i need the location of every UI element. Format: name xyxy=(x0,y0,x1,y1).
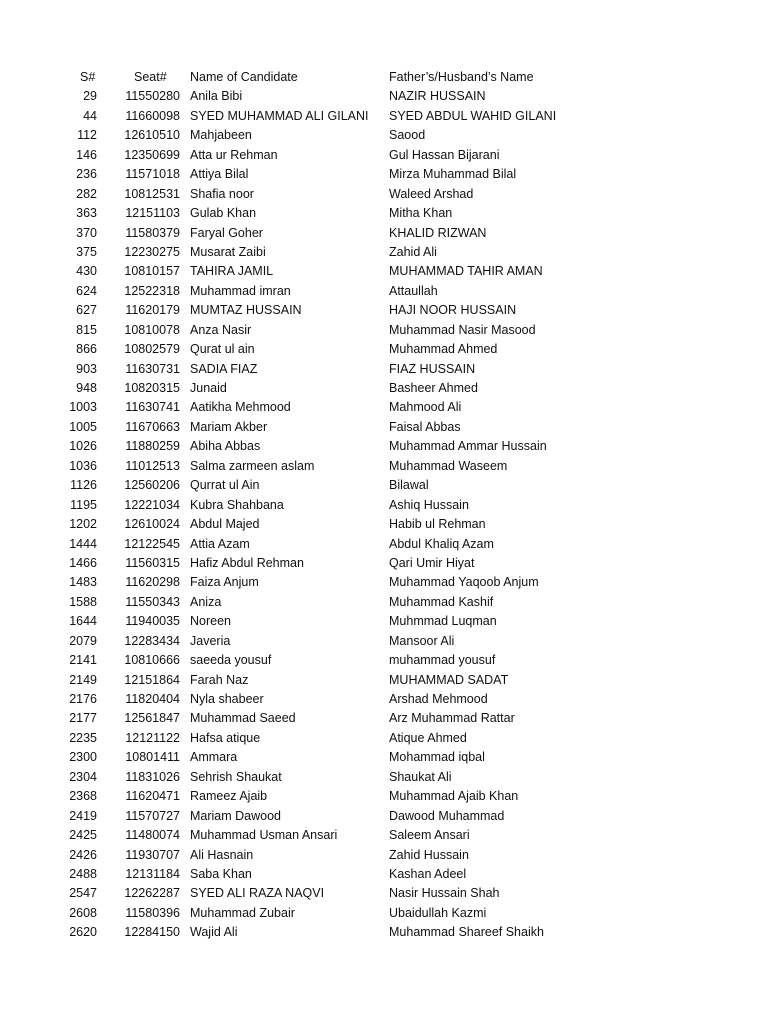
candidate-name-cell: Shafia noor xyxy=(190,186,254,201)
table-row xyxy=(0,787,768,806)
serial-number-cell: 866 xyxy=(76,342,97,357)
seat-number-cell: 10820315 xyxy=(124,381,180,395)
table-row xyxy=(0,301,768,320)
seat-number-cell: 10812531 xyxy=(124,186,180,201)
table-row xyxy=(0,807,768,826)
father-husband-name-cell: FIAZ HUSSAIN xyxy=(389,361,476,376)
candidate-name-cell: Abdul Majed xyxy=(190,517,260,532)
seat-number-cell: 11580379 xyxy=(125,225,180,240)
candidate-name-cell: Wajid Ali xyxy=(190,925,238,940)
seat-number-cell: 11571018 xyxy=(125,167,180,182)
candidate-name-cell: Qurrat ul Ain xyxy=(190,478,260,493)
table-row xyxy=(0,671,768,690)
serial-number-cell: 1466 xyxy=(69,555,97,570)
table-row xyxy=(0,729,768,748)
candidate-name-cell: Muhammad Saeed xyxy=(190,711,296,726)
father-husband-name-cell: Muhammad Waseem xyxy=(389,458,508,473)
father-husband-name-cell: Waleed Arshad xyxy=(389,186,474,201)
father-husband-name-cell: Bilawal xyxy=(389,478,429,493)
table-row xyxy=(0,632,768,651)
candidate-name-cell: Saba Khan xyxy=(190,866,252,881)
serial-number-cell: 430 xyxy=(76,264,97,279)
candidate-table xyxy=(0,68,768,943)
candidate-name-cell: Qurat ul ain xyxy=(190,342,255,357)
father-husband-name-cell: Muhammad Ajaib Khan xyxy=(389,789,519,804)
table-row xyxy=(0,418,768,437)
table-body xyxy=(0,87,768,942)
serial-number-cell: 2608 xyxy=(69,905,97,920)
seat-number-cell: 12151103 xyxy=(125,206,180,221)
table-row xyxy=(0,496,768,515)
father-husband-name-cell: Ubaidullah Kazmi xyxy=(389,905,487,920)
seat-number-cell: 12610510 xyxy=(124,128,180,143)
father-husband-name-cell: Saleem Ansari xyxy=(389,828,470,843)
father-husband-name-cell: NAZIR HUSSAIN xyxy=(389,89,486,104)
table-row xyxy=(0,535,768,554)
candidate-name-cell: Mariam Akber xyxy=(190,419,268,434)
candidate-name-cell: Faiza Anjum xyxy=(190,575,259,590)
seat-number-cell: 11620179 xyxy=(125,303,180,318)
father-husband-name-cell: Mirza Muhammad Bilal xyxy=(389,167,517,182)
seat-number-cell: 11670663 xyxy=(125,419,180,434)
candidate-name-cell: Ali Hasnain xyxy=(190,847,254,862)
table-row xyxy=(0,748,768,767)
serial-number-cell: 2426 xyxy=(69,847,97,862)
serial-number-cell: 2176 xyxy=(69,692,97,706)
father-husband-name-cell: Gul Hassan Bijarani xyxy=(389,147,500,162)
father-husband-name-cell: Mansoor Ali xyxy=(389,633,455,648)
serial-number-cell: 2488 xyxy=(69,866,97,881)
table-row xyxy=(0,224,768,243)
candidate-name-cell: Hafsa atique xyxy=(190,730,261,745)
candidate-name-cell: Kubra Shahbana xyxy=(190,497,284,512)
serial-number-cell: 2079 xyxy=(69,633,97,648)
serial-number-cell: 2368 xyxy=(69,789,97,804)
candidate-name-cell: Muhammad imran xyxy=(190,283,291,298)
seat-number-cell: 12350699 xyxy=(124,147,180,162)
father-husband-name-cell: Arshad Mehmood xyxy=(389,692,488,706)
father-husband-name-cell: Qari Umir Hiyat xyxy=(389,555,475,570)
candidate-name-cell: Javeria xyxy=(190,633,231,648)
father-husband-name-cell: KHALID RIZWAN xyxy=(389,225,487,240)
seat-number-cell: 12262287 xyxy=(124,886,180,901)
seat-number-cell: 10810666 xyxy=(124,653,180,668)
candidate-name-cell: Faryal Goher xyxy=(190,225,263,240)
candidate-name-cell: Muhammad Usman Ansari xyxy=(190,828,338,843)
serial-number-cell: 1005 xyxy=(69,419,97,434)
table-row xyxy=(0,185,768,204)
father-husband-name-cell: Mitha Khan xyxy=(389,206,453,221)
serial-number-cell: 1195 xyxy=(70,497,97,512)
table-row xyxy=(0,379,768,398)
table-row xyxy=(0,398,768,417)
seat-number-cell: 11580396 xyxy=(125,905,180,920)
table-row xyxy=(0,651,768,670)
candidate-name-cell: Attiya Bilal xyxy=(190,167,249,182)
father-husband-name-cell: MUHAMMAD TAHIR AMAN xyxy=(389,264,543,279)
table-row xyxy=(0,865,768,884)
table-row xyxy=(0,709,768,728)
father-husband-name-cell: Muhammad Ammar Hussain xyxy=(389,439,547,454)
serial-number-cell: 2425 xyxy=(69,828,97,843)
serial-number-cell: 1036 xyxy=(69,458,97,473)
seat-number-cell: 12221034 xyxy=(124,497,180,512)
serial-number-cell: 2419 xyxy=(69,808,97,823)
father-husband-name-cell: MUHAMMAD SADAT xyxy=(389,672,509,687)
table-row xyxy=(0,243,768,262)
father-husband-name-cell: Muhammad Yaqoob Anjum xyxy=(389,575,539,590)
father-husband-name-cell: Zahid Ali xyxy=(389,244,437,259)
candidate-name-cell: SYED ALI RAZA NAQVI xyxy=(190,886,325,901)
table-row xyxy=(0,476,768,495)
table-row xyxy=(0,282,768,301)
seat-number-cell: 11880259 xyxy=(125,439,180,454)
serial-number-cell: 624 xyxy=(76,283,97,298)
header-father-husband-name: Father’s/Husband’s Name xyxy=(389,70,534,84)
seat-number-cell: 10801411 xyxy=(125,750,180,765)
candidate-name-cell: SYED MUHAMMAD ALI GILANI xyxy=(190,108,369,123)
candidate-name-cell: Nyla shabeer xyxy=(190,692,264,706)
seat-number-cell: 11480074 xyxy=(125,828,180,843)
father-husband-name-cell: Kashan Adeel xyxy=(389,866,467,881)
candidate-name-cell: saeeda yousuf xyxy=(190,653,272,668)
father-husband-name-cell: Muhammad Ahmed xyxy=(389,342,498,357)
seat-number-cell: 12121122 xyxy=(125,730,180,745)
serial-number-cell: 2620 xyxy=(69,925,97,940)
table-row xyxy=(0,262,768,281)
table-row xyxy=(0,612,768,631)
seat-number-cell: 11660098 xyxy=(125,108,180,123)
serial-number-cell: 146 xyxy=(76,147,97,162)
serial-number-cell: 2304 xyxy=(69,769,97,784)
father-husband-name-cell: Muhammad Nasir Masood xyxy=(389,322,536,337)
header-serial-number: S# xyxy=(80,70,96,84)
candidate-name-cell: Hafiz Abdul Rehman xyxy=(190,555,304,570)
father-husband-name-cell: Muhmmad Luqman xyxy=(389,614,497,629)
seat-number-cell: 11620298 xyxy=(125,575,180,590)
serial-number-cell: 1202 xyxy=(69,517,97,532)
father-husband-name-cell: Zahid Hussain xyxy=(389,847,469,862)
seat-number-cell: 12284150 xyxy=(124,925,180,940)
serial-number-cell: 282 xyxy=(76,186,97,201)
seat-number-cell: 11930707 xyxy=(125,847,180,862)
seat-number-cell: 12122545 xyxy=(124,536,180,551)
candidate-name-cell: Mariam Dawood xyxy=(190,808,282,823)
father-husband-name-cell: Basheer Ahmed xyxy=(389,381,478,395)
serial-number-cell: 1126 xyxy=(70,478,97,493)
seat-number-cell: 10810078 xyxy=(124,322,180,337)
table-row xyxy=(0,846,768,865)
serial-number-cell: 29 xyxy=(83,89,97,104)
table-row xyxy=(0,107,768,126)
serial-number-cell: 627 xyxy=(76,303,97,318)
serial-number-cell: 2149 xyxy=(69,672,97,687)
serial-number-cell: 2141 xyxy=(69,653,97,668)
candidate-name-cell: Musarat Zaibi xyxy=(190,244,266,259)
header-seat-number: Seat# xyxy=(134,70,167,84)
seat-number-cell: 11630731 xyxy=(125,361,180,376)
father-husband-name-cell: SYED ABDUL WAHID GILANI xyxy=(389,108,557,123)
table-row xyxy=(0,87,768,106)
father-husband-name-cell: Muhammad Kashif xyxy=(389,594,494,609)
serial-number-cell: 375 xyxy=(76,244,97,259)
candidate-name-cell: Abiha Abbas xyxy=(190,439,261,454)
table-row xyxy=(0,437,768,456)
seat-number-cell: 11620471 xyxy=(125,789,180,804)
seat-number-cell: 10810157 xyxy=(124,264,180,279)
father-husband-name-cell: Dawood Muhammad xyxy=(389,808,505,823)
seat-number-cell: 11831026 xyxy=(125,769,180,784)
father-husband-name-cell: Saood xyxy=(389,128,426,143)
candidate-name-cell: Anila Bibi xyxy=(190,89,243,104)
table-row xyxy=(0,165,768,184)
table-row xyxy=(0,884,768,903)
candidate-name-cell: Anza Nasir xyxy=(190,322,252,337)
table-header xyxy=(0,68,768,87)
table-row xyxy=(0,923,768,942)
table-row xyxy=(0,146,768,165)
candidate-name-cell: Ammara xyxy=(190,750,238,765)
seat-number-cell: 11630741 xyxy=(125,400,180,415)
father-husband-name-cell: Atique Ahmed xyxy=(389,730,467,745)
serial-number-cell: 2300 xyxy=(69,750,97,765)
serial-number-cell: 1444 xyxy=(69,536,97,551)
father-husband-name-cell: Muhammad Shareef Shaikh xyxy=(389,925,544,940)
table-row xyxy=(0,321,768,340)
father-husband-name-cell: Mahmood Ali xyxy=(389,400,462,415)
candidate-name-cell: TAHIRA JAMIL xyxy=(190,264,274,279)
seat-number-cell: 12230275 xyxy=(124,244,180,259)
serial-number-cell: 1003 xyxy=(69,400,97,415)
serial-number-cell: 370 xyxy=(76,225,97,240)
candidate-name-cell: MUMTAZ HUSSAIN xyxy=(190,303,302,318)
seat-number-cell: 10802579 xyxy=(124,342,180,357)
table-row xyxy=(0,515,768,534)
header-candidate-name: Name of Candidate xyxy=(190,70,298,84)
father-husband-name-cell: Attaullah xyxy=(389,283,438,298)
serial-number-cell: 112 xyxy=(77,128,97,143)
candidate-name-cell: Mahjabeen xyxy=(190,128,252,143)
serial-number-cell: 2235 xyxy=(69,730,97,745)
candidate-name-cell: Atta ur Rehman xyxy=(190,147,278,162)
candidate-name-cell: Aatikha Mehmood xyxy=(190,400,291,415)
table-row xyxy=(0,204,768,223)
serial-number-cell: 1483 xyxy=(69,575,97,590)
father-husband-name-cell: Habib ul Rehman xyxy=(389,517,486,532)
seat-number-cell: 11012513 xyxy=(125,458,180,473)
serial-number-cell: 948 xyxy=(76,381,97,395)
candidate-name-cell: Aniza xyxy=(190,594,222,609)
seat-number-cell: 11550280 xyxy=(125,89,180,104)
father-husband-name-cell: Nasir Hussain Shah xyxy=(389,886,500,901)
seat-number-cell: 12560206 xyxy=(124,478,180,493)
table-row xyxy=(0,457,768,476)
serial-number-cell: 2177 xyxy=(69,711,97,726)
father-husband-name-cell: HAJI NOOR HUSSAIN xyxy=(389,303,517,318)
seat-number-cell: 12522318 xyxy=(124,283,180,298)
table-row xyxy=(0,554,768,573)
candidate-name-cell: Attia Azam xyxy=(190,536,250,551)
serial-number-cell: 44 xyxy=(83,108,97,123)
candidate-name-cell: Rameez Ajaib xyxy=(190,789,268,804)
candidate-name-cell: Junaid xyxy=(190,381,227,395)
seat-number-cell: 12561847 xyxy=(124,711,180,726)
serial-number-cell: 815 xyxy=(76,322,97,337)
serial-number-cell: 903 xyxy=(76,361,97,376)
seat-number-cell: 12283434 xyxy=(124,633,180,648)
father-husband-name-cell: Ashiq Hussain xyxy=(389,497,469,512)
serial-number-cell: 2547 xyxy=(69,886,97,901)
serial-number-cell: 1588 xyxy=(69,594,97,609)
father-husband-name-cell: Arz Muhammad Rattar xyxy=(389,711,515,726)
father-husband-name-cell: Abdul Khaliq Azam xyxy=(389,536,494,551)
seat-number-cell: 11820404 xyxy=(125,692,180,706)
seat-number-cell: 11940035 xyxy=(125,614,180,629)
table-row xyxy=(0,593,768,612)
candidate-name-cell: Farah Naz xyxy=(190,672,249,687)
seat-number-cell: 11550343 xyxy=(125,594,180,609)
candidate-name-cell: Noreen xyxy=(190,614,231,629)
candidate-name-cell: Muhammad Zubair xyxy=(190,905,295,920)
table-row xyxy=(0,340,768,359)
candidate-name-cell: Gulab Khan xyxy=(190,206,257,221)
father-husband-name-cell: Faisal Abbas xyxy=(389,419,461,434)
seat-number-cell: 11560315 xyxy=(125,555,180,570)
seat-number-cell: 11570727 xyxy=(125,808,180,823)
seat-number-cell: 12610024 xyxy=(124,517,180,532)
father-husband-name-cell: muhammad yousuf xyxy=(389,653,496,668)
father-husband-name-cell: Mohammad iqbal xyxy=(389,750,485,765)
serial-number-cell: 363 xyxy=(76,206,97,221)
seat-number-cell: 12151864 xyxy=(124,672,180,687)
table-row xyxy=(0,573,768,592)
father-husband-name-cell: Shaukat Ali xyxy=(389,769,452,784)
table-row xyxy=(0,126,768,145)
table-row xyxy=(0,904,768,923)
table-row xyxy=(0,826,768,845)
serial-number-cell: 1026 xyxy=(69,439,97,454)
table-row xyxy=(0,768,768,787)
serial-number-cell: 1644 xyxy=(69,614,97,629)
seat-number-cell: 12131184 xyxy=(125,866,180,881)
table-row xyxy=(0,360,768,379)
table-row xyxy=(0,690,768,709)
candidate-name-cell: SADIA FIAZ xyxy=(190,361,258,376)
serial-number-cell: 236 xyxy=(76,167,97,182)
candidate-name-cell: Sehrish Shaukat xyxy=(190,769,282,784)
candidate-name-cell: Salma zarmeen aslam xyxy=(190,458,315,473)
